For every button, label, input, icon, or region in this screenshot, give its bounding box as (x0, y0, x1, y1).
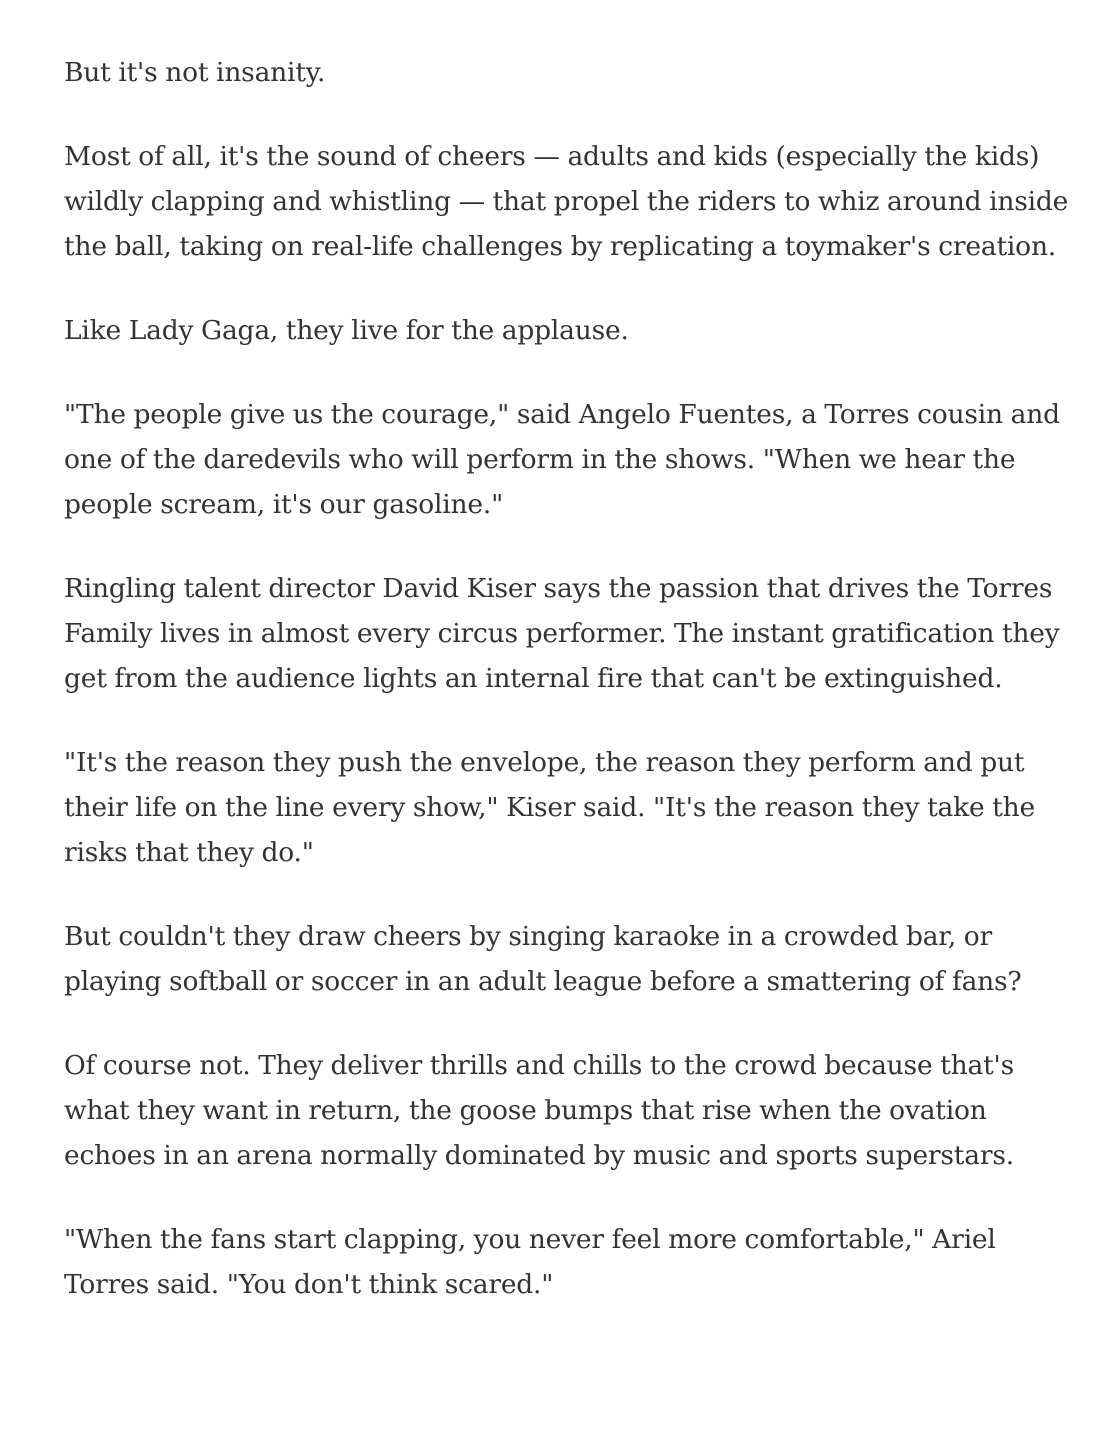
paragraph-1: But it's not insanity. (64, 57, 326, 88)
paragraph-7: But couldn't they draw cheers by singing karaoke in a crowded bar, or playing softball or soccer in an adult league before a smattering of fans? (64, 921, 1022, 997)
paragraph-8: Of course not. They deliver thrills and chills to the crowd because that's what they want in return, the goose bumps that rise when the ovation echoes in an arena normally dominated by music and sports superstars. (64, 1050, 1015, 1171)
paragraph-6: "It's the reason they push the envelope, the reason they perform and put their life on the line every show," Kiser said. "It's the reason they take the risks that they do." (64, 747, 1035, 868)
article-body (64, 50, 1079, 1346)
paragraph-2: Most of all, it's the sound of cheers — adults and kids (especially the kids) wildly clapping and whistling — that propel the riders to whiz around inside the ball, taking on real-life challenges by replicating a toymaker's creation. (64, 141, 1069, 262)
paragraph-3: Like Lady Gaga, they live for the applause. (64, 315, 629, 346)
paragraph-9: "When the fans start clapping, you never feel more comfortable," Ariel Torres said. "You don't think scared." (64, 1224, 996, 1300)
paragraph-5: Ringling talent director David Kiser says the passion that drives the Torres Family lives in almost every circus performer. The instant gratification they get from the audience lights an internal fire that can't be extinguished. (64, 573, 1060, 694)
paragraph-4: "The people give us the courage," said Angelo Fuentes, a Torres cousin and one of the daredevils who will perform in the shows. "When we hear the people scream, it's our gasoline." (64, 399, 1060, 520)
